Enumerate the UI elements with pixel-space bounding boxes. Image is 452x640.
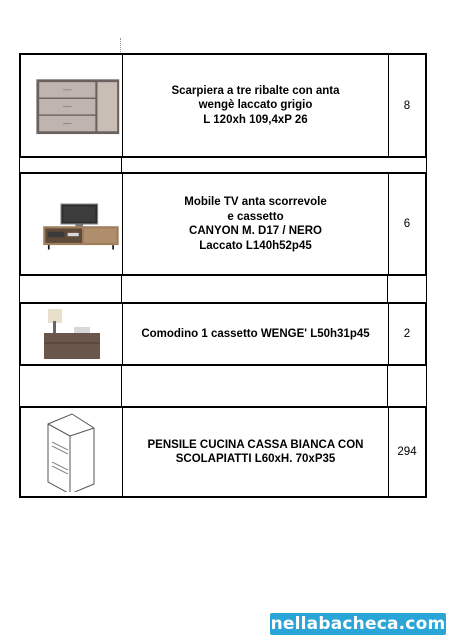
dish-rack-cabinet-image xyxy=(42,412,102,492)
quantity-cell xyxy=(389,174,425,274)
table-row xyxy=(19,172,427,276)
quantity-cell xyxy=(389,304,425,364)
table-row xyxy=(19,406,427,498)
product-image-cell xyxy=(21,174,123,274)
product-description: Comodino 1 cassetto WENGE' L50h31p45 xyxy=(141,327,370,340)
row-spacer xyxy=(19,276,427,303)
product-image-cell xyxy=(21,408,123,496)
product-description: PENSILE CUCINA CASSA BIANCA CON SCOLAPIATTI L60xH. 70xP35 xyxy=(147,438,364,465)
shoe-cabinet-image xyxy=(35,64,122,148)
watermark-text: nellabacheca.com xyxy=(270,614,446,634)
product-description-cell xyxy=(123,304,389,364)
product-quantity: 2 xyxy=(403,328,411,340)
table-row xyxy=(19,302,427,366)
product-description: Mobile TV anta scorrevole e cassetto CANYON M. D17 / NERO Laccato L140h52p45 xyxy=(184,196,327,252)
watermark-logo xyxy=(270,613,446,635)
table-top-spacer xyxy=(120,38,121,54)
product-description-cell xyxy=(123,174,389,274)
product-quantity: 8 xyxy=(403,99,411,112)
product-description: Scarpiera a tre ribalte con anta wengè laccato grigio L 120xh 109,4xP 26 xyxy=(171,84,340,126)
product-quantity: 294 xyxy=(397,446,417,458)
product-image-cell xyxy=(21,304,123,364)
product-image-cell xyxy=(21,55,123,156)
quantity-cell xyxy=(389,55,425,156)
tv-stand-image xyxy=(41,182,122,266)
table-row xyxy=(19,53,427,158)
row-spacer xyxy=(19,366,427,407)
row-spacer xyxy=(19,158,427,173)
product-description-cell xyxy=(123,55,389,156)
nightstand-image xyxy=(40,307,104,361)
product-quantity: 6 xyxy=(403,218,411,230)
product-description-cell xyxy=(123,408,389,496)
quantity-cell xyxy=(389,408,425,496)
